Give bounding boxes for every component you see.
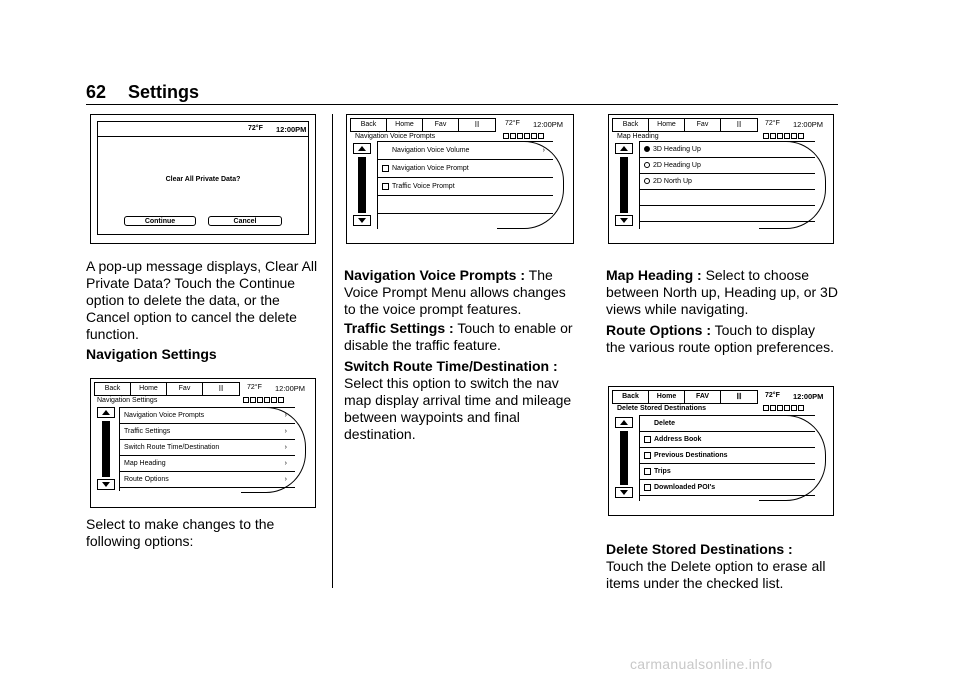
- list-item-label: Traffic Voice Prompt: [392, 183, 455, 190]
- checkbox[interactable]: [644, 452, 651, 459]
- home-tab[interactable]: Home: [649, 119, 685, 131]
- chevron-right-icon: ›: [542, 147, 545, 154]
- list-item-label: Map Heading: [124, 460, 166, 467]
- back-tab[interactable]: Back: [95, 383, 131, 395]
- list-item-label: Route Options: [124, 476, 169, 483]
- nav-tabs: [350, 118, 496, 132]
- scroll-up-button[interactable]: [615, 417, 633, 428]
- delete-button[interactable]: Delete: [654, 420, 676, 427]
- nav-settings-screen: [90, 378, 316, 508]
- scroll-down-button[interactable]: [615, 487, 633, 498]
- continue-button[interactable]: Continue: [124, 216, 196, 226]
- list-curve: [497, 141, 564, 229]
- clock: 12:00PM: [276, 125, 307, 134]
- chevron-right-icon: ›: [284, 428, 287, 435]
- home-tab[interactable]: Home: [131, 383, 167, 395]
- map-heading-text: [606, 267, 838, 318]
- list-item-label: 2D North Up: [653, 178, 692, 185]
- checkbox[interactable]: [644, 484, 651, 491]
- radio[interactable]: [644, 162, 650, 168]
- screen-title: Navigation Voice Prompts: [355, 133, 436, 140]
- delete-destinations-screen: [608, 386, 834, 516]
- fav-tab[interactable]: Fav: [685, 119, 721, 131]
- list-curve: [759, 415, 826, 501]
- delete-destinations-text: [606, 541, 840, 592]
- scroll-up-button[interactable]: [615, 143, 633, 154]
- page-header: [86, 82, 199, 103]
- radio[interactable]: [644, 178, 650, 184]
- status-icons: [243, 397, 284, 403]
- screen-title: Map Heading: [617, 133, 659, 140]
- temperature: 72°F: [505, 120, 520, 127]
- scroll-control[interactable]: [615, 143, 633, 227]
- status-icons: [763, 405, 804, 411]
- clock: 12:00PM: [793, 120, 824, 129]
- list-item-label: Previous Destinations: [654, 452, 728, 459]
- checkbox[interactable]: [644, 468, 651, 475]
- nav-tabs: [612, 390, 758, 404]
- back-tab[interactable]: Back: [613, 391, 649, 403]
- section-title: Settings: [128, 82, 200, 102]
- map-heading-screen: [608, 114, 834, 244]
- list-curve: [241, 407, 306, 493]
- voice-prompts-text: [344, 267, 580, 318]
- cancel-button[interactable]: Cancel: [208, 216, 282, 226]
- nav-settings-heading: Navigation Settings: [86, 346, 217, 362]
- traffic-settings-text: [344, 320, 576, 354]
- voice-icon[interactable]: ꔖ: [736, 392, 742, 401]
- screen-title: Delete Stored Destinations: [617, 405, 707, 412]
- scroll-control[interactable]: [615, 417, 633, 499]
- popup-screen: [90, 114, 316, 244]
- checkbox[interactable]: [644, 436, 651, 443]
- home-tab[interactable]: Home: [649, 391, 685, 403]
- home-tab[interactable]: Home: [387, 119, 423, 131]
- radio-selected[interactable]: [644, 146, 650, 152]
- list-item-label: Navigation Voice Prompts: [124, 412, 205, 419]
- scroll-up-button[interactable]: [97, 407, 115, 418]
- status-icons: [503, 133, 544, 139]
- voice-prompts-desc: The Voice Prompt Menu allows changes to the voice prompt features.: [344, 267, 566, 317]
- list-item-label: Navigation Voice Volume: [392, 147, 470, 154]
- header-rule: [86, 104, 838, 105]
- temperature: 72°F: [248, 125, 263, 132]
- temperature: 72°F: [765, 392, 780, 399]
- nav-tabs: [94, 382, 240, 396]
- list-item-label: Address Book: [654, 436, 702, 443]
- chevron-right-icon: ›: [284, 460, 287, 467]
- chevron-right-icon: ›: [284, 444, 287, 451]
- back-tab[interactable]: Back: [613, 119, 649, 131]
- list-item-label: Navigation Voice Prompt: [392, 165, 469, 172]
- list-item-label: Trips: [654, 468, 671, 475]
- list-item-label: Traffic Settings: [124, 428, 171, 435]
- list-curve: [759, 141, 826, 229]
- voice-prompts-term: Navigation Voice Prompts :: [344, 267, 525, 283]
- scroll-bar[interactable]: [620, 431, 628, 485]
- fav-tab[interactable]: Fav: [423, 119, 459, 131]
- route-options-desc: Touch to display the various route option preferences.: [606, 322, 835, 355]
- switch-route-text: [344, 358, 576, 443]
- fav-tab[interactable]: FAV: [685, 391, 721, 403]
- list-item-label: Downloaded POI's: [654, 484, 716, 491]
- scroll-down-button[interactable]: [615, 215, 633, 226]
- nav-settings-description: Select to make changes to the following options:: [86, 516, 275, 549]
- delete-destinations-term: Delete Stored Destinations :: [606, 541, 793, 557]
- scroll-bar[interactable]: [620, 157, 628, 213]
- checkbox[interactable]: [382, 183, 389, 190]
- column-divider: [332, 114, 333, 588]
- scroll-bar[interactable]: [358, 157, 366, 213]
- chevron-right-icon: ›: [284, 476, 287, 483]
- scroll-control[interactable]: [353, 143, 371, 227]
- popup-message: Clear All Private Data?: [165, 176, 241, 183]
- voice-icon[interactable]: ꔖ: [736, 120, 742, 129]
- map-heading-term: Map Heading :: [606, 267, 702, 283]
- traffic-settings-term: Traffic Settings :: [344, 320, 454, 336]
- list-item-label: Switch Route Time/Destination: [124, 444, 220, 451]
- status-icons: [763, 133, 804, 139]
- fav-tab[interactable]: Fav: [167, 383, 203, 395]
- clock: 12:00PM: [533, 120, 564, 129]
- voice-icon[interactable]: ꔖ: [218, 384, 224, 393]
- clock: 12:00PM: [275, 384, 306, 393]
- chevron-right-icon: ›: [284, 412, 287, 419]
- list-item-label: 2D Heading Up: [653, 162, 701, 169]
- delete-destinations-desc: Touch the Delete option to erase all items under the checked list.: [606, 558, 826, 591]
- temperature: 72°F: [247, 384, 262, 391]
- clock: 12:00PM: [793, 392, 824, 401]
- back-tab[interactable]: Back: [351, 119, 387, 131]
- route-options-term: Route Options :: [606, 322, 711, 338]
- popup-description: A pop-up message displays, Clear All Private Data? Touch the Continue option to delete the data, or the Cancel option to cancel the delete function.: [86, 258, 318, 342]
- voice-icon[interactable]: ꔖ: [474, 120, 480, 129]
- map-heading-desc: Select to choose between North up, Heading up, or 3D views while navigating.: [606, 267, 838, 317]
- page-number: 62: [86, 82, 107, 102]
- switch-route-desc: Select this option to switch the nav map display arrival time and mileage between waypoints and final destination.: [344, 375, 572, 442]
- checkbox[interactable]: [382, 165, 389, 172]
- temperature: 72°F: [765, 120, 780, 127]
- screen-title: Navigation Settings: [97, 397, 158, 404]
- scroll-up-button[interactable]: [353, 143, 371, 154]
- scroll-down-button[interactable]: [353, 215, 371, 226]
- scroll-down-button[interactable]: [97, 479, 115, 490]
- list-item-label: 3D Heading Up: [653, 146, 701, 153]
- scroll-control[interactable]: [97, 407, 115, 491]
- route-options-text: [606, 322, 838, 356]
- traffic-settings-desc: Touch to enable or disable the traffic feature.: [344, 320, 573, 353]
- switch-route-term: Switch Route Time/Destination :: [344, 358, 558, 374]
- scroll-bar[interactable]: [102, 421, 110, 477]
- nav-tabs: [612, 118, 758, 132]
- voice-prompts-screen: [346, 114, 574, 244]
- watermark-footer: carmanualsonline.info: [630, 656, 773, 672]
